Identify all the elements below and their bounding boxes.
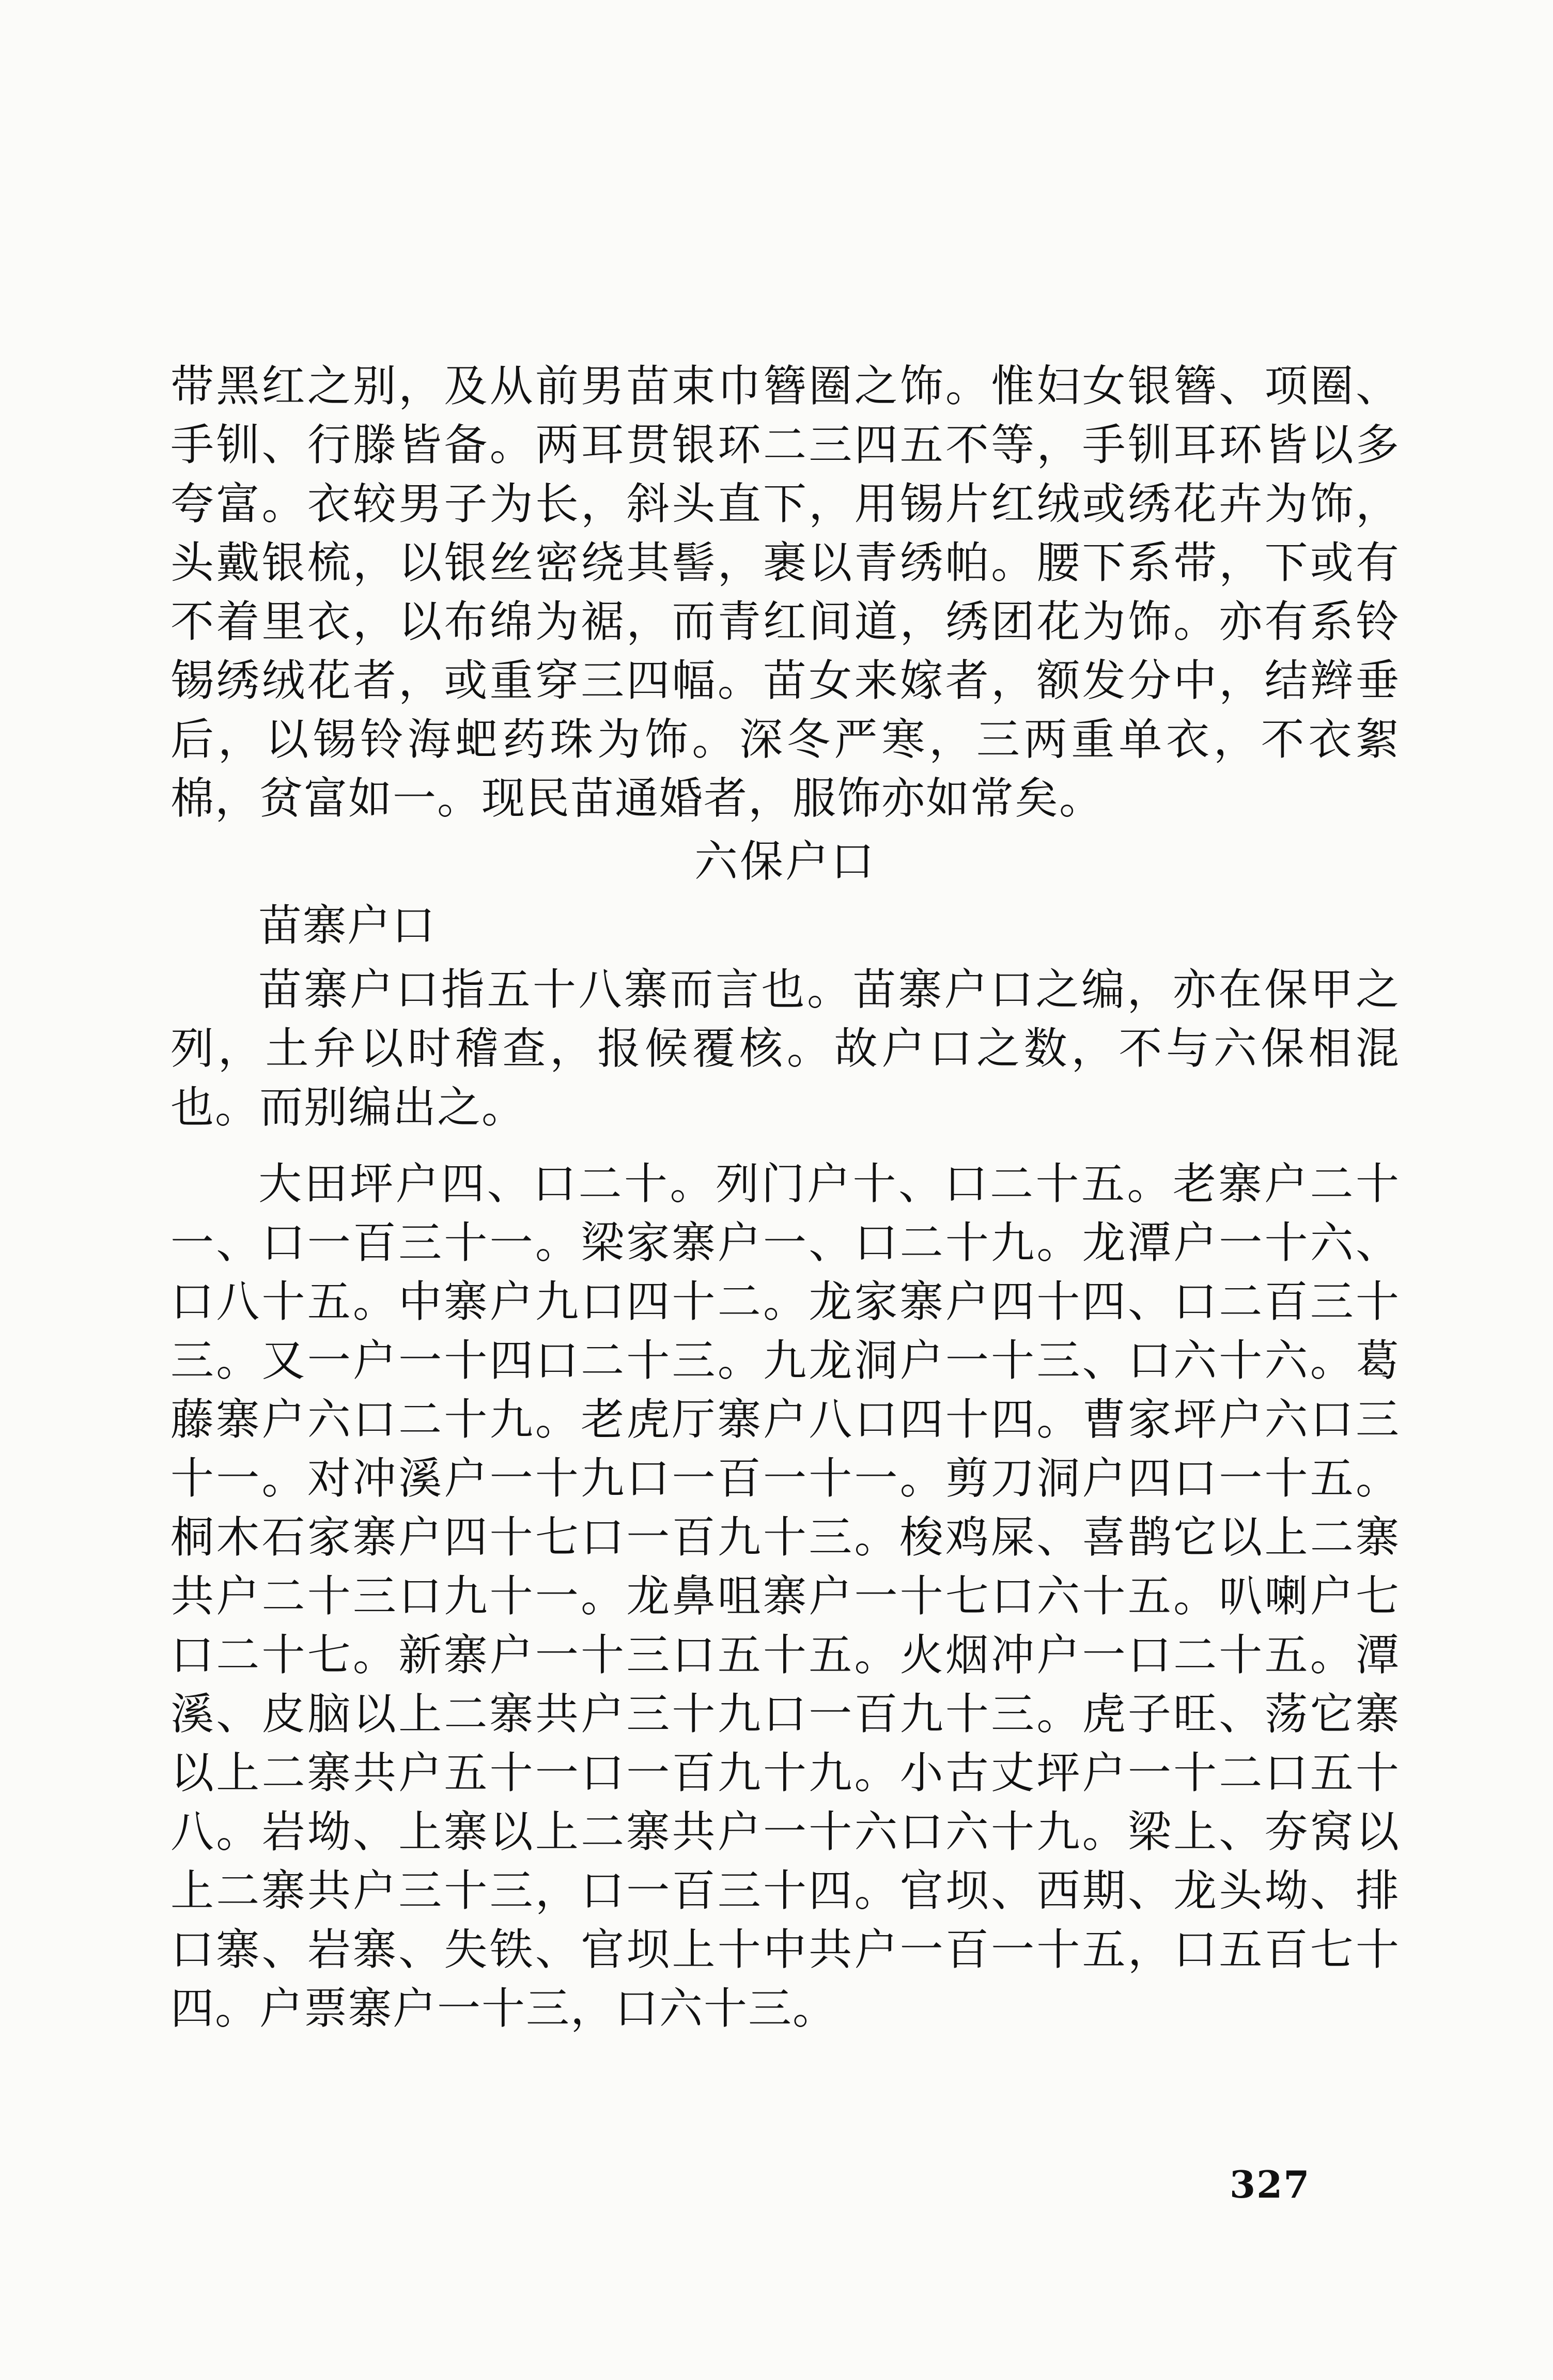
page-number: 327 [1230,2162,1311,2206]
body-text [170,357,1400,2038]
subsection-title: 苗寨户口 [258,900,437,951]
section-title: 六保户口 [694,836,876,887]
paragraph-gap [170,1137,1400,1154]
intro-paragraph: 苗寨户口指五十八寨而言也。苗寨户口之编，亦在保甲之列，土弁以时稽查，报候覆核。故户口之数，不与六保相混也。而别编出之。 [170,964,1400,1133]
census-paragraph: 大田坪户四、口二十。列门户十、口二十五。老寨户二十一、口一百三十一。梁家寨户一、口二十九。龙潭户一十六、口八十五。中寨户九口四十二。龙家寨户四十四、口二百三十三。又一户一十四口二十三。九龙洞户一十三、口六十六。葛藤寨户六口二十九。老虎厅寨户八口四十四。曹家坪户六口三十一。对冲溪户一十九口一百一十一。剪刀洞户四口一十五。桐木石家寨户四十七口一百九十三。梭鸡屎、喜鹊它以上二寨共户二十三口九十一。龙鼻咀寨户一十七口六十五。叭喇户七口二十七。新寨户一十三口五十五。火烟冲户一口二十五。潭溪、皮脑以上二寨共户三十九口一百九十三。虎子旺、荡它寨以上二寨共户五十一口一百九十九。小古丈坪户一十二口五十八。岩坳、上寨以上二寨共户一十六口六十九。梁上、夯窝以上二寨共户三十三，口一百三十四。官坝、西期、龙头坳、排口寨、岩寨、失铁、官坝上十中共户一百一十五，口五百七十四。户票寨户一十三，口六十三。 [170,1158,1400,2034]
continuation-paragraph: 带黑红之别，及从前男苗束巾簪圈之饰。惟妇女银簪、项圈、手钏、行滕皆备。两耳贯银环二三四五不等，手钏耳环皆以多夸富。衣较男子为长，斜头直下，用锡片红绒或绣花卉为饰，头戴银梳，以银丝密绕其髻，裹以青绣帕。腰下系带，下或有不着里衣，以布绵为裾，而青红间道，绣团花为饰。亦有系铃锡绣绒花者，或重穿三四幅。苗女来嫁者，额发分中，结辫垂后，以锡铃海蚆药珠为饰。深冬严寒，三两重单衣，不衣絮棉，贫富如一。现民苗通婚者，服饰亦如常矣。 [170,361,1400,824]
